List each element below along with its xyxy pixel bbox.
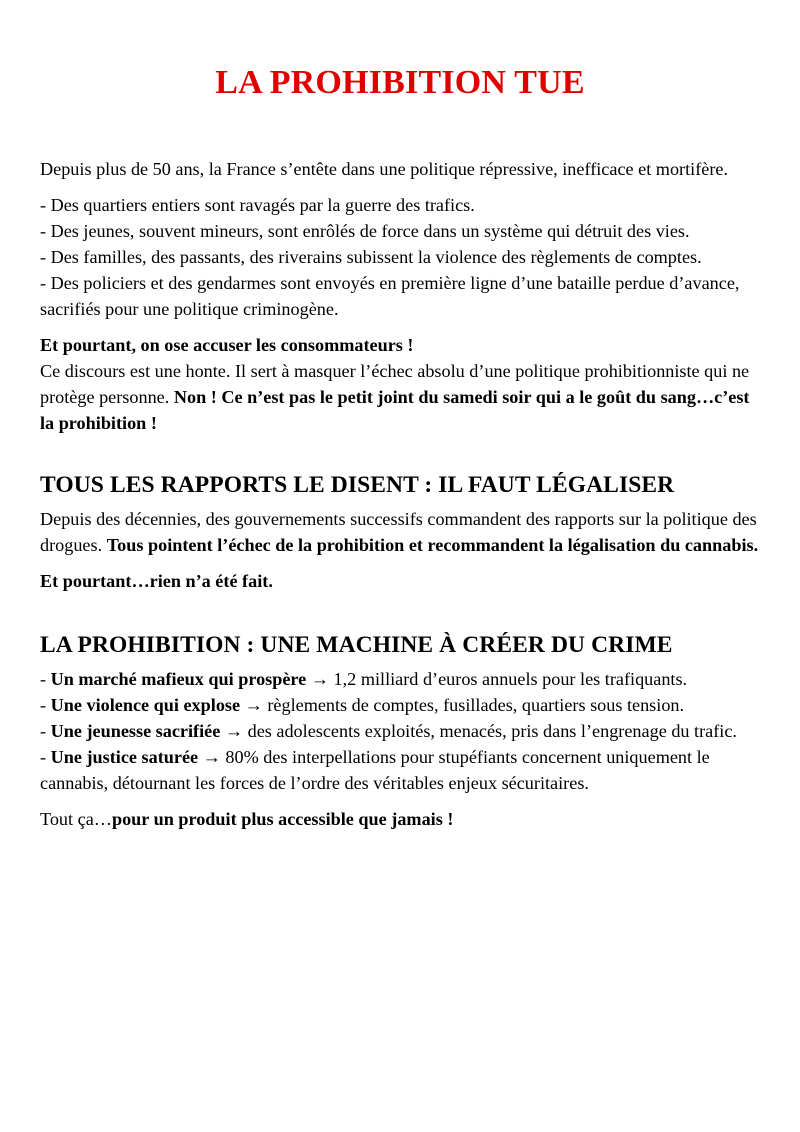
list-item: - Des policiers et des gendarmes sont envoyés en première ligne d’une bataille perdue d’avance, sacrifiés pour une politique criminogène. [40,273,740,319]
list-item: - Des familles, des passants, des riverains subissent la violence des règlements de comptes. [40,247,702,267]
page-title: LA PROHIBITION TUE [215,64,585,101]
list-item: - Une justice saturée → 80% des interpellations pour stupéfiants concernent uniquement le cannabis, détournant les forces de l’ordre des véritables enjeux sécuritaires. [40,747,710,793]
rapports-bold: Tous pointent l’échec de la prohibition et recommandent la légalisation du cannabis. [106,535,759,555]
list-item: - Une jeunesse sacrifiée → des adolescents exploités, menacés, pris dans l’engrenage du trafic. [40,721,737,741]
rapports-text: Depuis des décennies, des gouvernements successifs commandent des rapports sur la politique des drogues. [40,509,757,555]
closing-bold: pour un produit plus accessible que jamais ! [111,809,454,829]
crime-list [40,666,760,796]
list-item: - Un marché mafieux qui prospère → 1,2 milliard d’euros annuels pour les trafiquants. [40,669,688,689]
closing-text: Tout ça… [40,809,112,829]
section-heading-machine: LA PROHIBITION : UNE MACHINE À CRÉER DU CRIME [40,632,673,658]
harms-list [40,192,760,322]
accuse-bold-end: Non ! Ce n’est pas le petit joint du samedi soir qui a le goût du sang…c’est la prohibition ! [40,387,750,433]
rapports-conclusion: Et pourtant…rien n’a été fait. [40,571,273,591]
rapports-paragraph [40,506,760,558]
section-heading-rapports: TOUS LES RAPPORTS LE DISENT : IL FAUT LÉGALISER [40,472,675,498]
list-item: - Des jeunes, souvent mineurs, sont enrôlés de force dans un système qui détruit des vies. [40,221,690,241]
accuse-text: Ce discours est une honte. Il sert à masquer l’échec absolu d’une politique prohibitionniste qui ne protège personne. [40,361,750,407]
accuse-bold: Et pourtant, on ose accuser les consommateurs ! [40,335,414,355]
accuse-paragraph [40,332,760,436]
list-item: - Des quartiers entiers sont ravagés par la guerre des trafics. [40,195,475,215]
closing-paragraph [40,806,760,832]
list-item: - Une violence qui explose → règlements de comptes, fusillades, quartiers sous tension. [40,695,685,715]
intro-paragraph: Depuis plus de 50 ans, la France s’entête dans une politique répressive, inefficace et mortifère. [40,159,729,179]
